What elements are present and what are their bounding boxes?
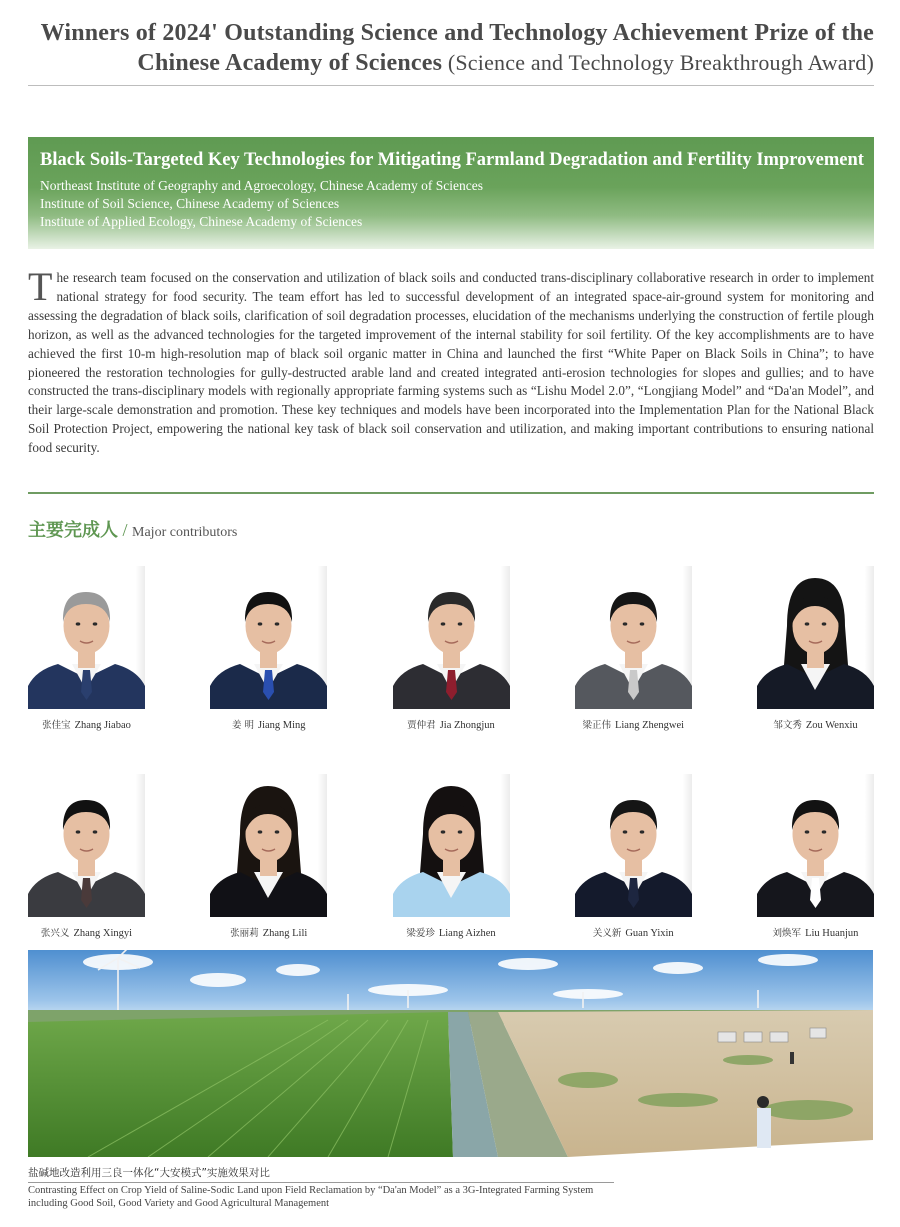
contributors-row [28, 566, 874, 731]
project-banner [28, 137, 874, 249]
heading-separator: / [118, 520, 133, 540]
name-en: Guan Yixin [625, 928, 674, 939]
name-zh: 张丽莉 [230, 928, 259, 939]
portrait-illustration [393, 774, 510, 917]
contributor-card [210, 566, 327, 731]
institution-item: Northeast Institute of Geography and Agroecology, Chinese Academy of Sciences [40, 178, 484, 193]
portrait-illustration [210, 774, 327, 917]
contributor-card [575, 566, 692, 731]
caption-divider [28, 1182, 614, 1183]
portrait-illustration [28, 774, 145, 917]
name-en: Liang Aizhen [438, 928, 496, 939]
name-zh: 贾仲君 [407, 720, 436, 731]
portrait-photo [575, 774, 692, 917]
name-en: Zhang Xingyi [73, 928, 133, 939]
contributors-heading [28, 516, 237, 542]
name-zh: 关义新 [592, 928, 622, 939]
contributor-name [575, 717, 692, 731]
contributor-name [393, 717, 510, 731]
contributor-card [28, 774, 145, 939]
institution-list [40, 177, 862, 231]
contributor-card [393, 566, 510, 731]
portrait-photo [393, 774, 510, 917]
portrait-photo [757, 774, 874, 917]
contributor-name [28, 925, 145, 939]
figure-caption-zh: 盐碱地改造利用三良一体化“大安模式”实施效果对比 [28, 1167, 270, 1179]
abstract-text: he research team focused on the conservation and utilization of black soils and conducted trans-disciplinary collaborative research in order to implement national strategy for food security. The team effort has led to successful development of an integrated space-air-ground system for monitoring and assessing the degradation of black soils, clarification of soil degradation processes, elucidation of the mechanisms underlying the construction of fertile plough horizon, as well as the advanced technologies for the targeted improvement of the internal stability for soil fertility. Of the key accomplishments are to have achieved the first 10-m high-resolution map of black soil organic matter in China and launched the first “White Paper on Black Soils in China”; to have pioneered the restoration technologies for gully-destructed arable land and created integrated anti-erosion technologies for slopes and gullies; and to have constructed the trans-disciplinary models with regionally appropriate farming systems such as “Lishu Model 2.0”, “Longjiang Model” and “Da'an Model”, and their large-scale demonstration and promotion. These key techniques and models have been incorporated into the Implementation Plan for the National Black Soil Protection Project, empowering the national key task of black soil conservation and utilization, and making important contributions to ensuring national food security. [28, 270, 874, 456]
contributor-card [393, 774, 510, 939]
name-zh: 姜 明 [231, 720, 254, 731]
contributor-name [757, 925, 874, 939]
header-award-type: (Science and Technology Breakthrough Award) [442, 50, 874, 75]
contributors-grid [28, 566, 874, 939]
portrait-illustration [575, 774, 692, 917]
institution-item: Institute of Applied Ecology, Chinese Academy of Sciences [40, 214, 363, 229]
contributor-name [210, 925, 327, 939]
contributor-name [28, 717, 145, 731]
contributor-card [575, 774, 692, 939]
contributor-card [757, 774, 874, 939]
portrait-illustration [757, 566, 874, 709]
section-divider [28, 492, 874, 494]
name-zh: 邹文秀 [773, 720, 802, 731]
name-en: Zhang Jiabao [74, 720, 131, 731]
portrait-photo [393, 566, 510, 709]
page-header [28, 18, 874, 78]
portrait-photo [757, 566, 874, 709]
contributor-name [575, 925, 692, 939]
name-zh: 张佳宝 [42, 720, 71, 731]
portrait-illustration [28, 566, 145, 709]
header-academy: Chinese Academy of Sciences [137, 50, 443, 76]
portrait-photo [575, 566, 692, 709]
name-en: Liu Huanjun [805, 928, 859, 939]
contributor-card [757, 566, 874, 731]
contributor-name [757, 717, 874, 731]
contributor-name [393, 925, 510, 939]
field-comparison-photo [28, 950, 873, 1157]
project-title: Black Soils-Targeted Key Technologies for Mitigating Farmland Degradation and Fertility Improvement [40, 150, 864, 170]
header-title-line2 [28, 48, 874, 78]
contributors-heading-zh: 主要完成人 [28, 520, 118, 541]
portrait-photo [28, 774, 145, 917]
name-zh: 刘焕军 [772, 928, 802, 939]
name-en: Jiang Ming [257, 720, 306, 731]
portrait-illustration [393, 566, 510, 709]
name-zh: 梁正伟 [582, 720, 611, 731]
project-abstract [28, 264, 874, 458]
name-zh: 张兴义 [40, 928, 70, 939]
portrait-illustration [575, 566, 692, 709]
contributor-card [210, 774, 327, 939]
name-en: Jia Zhongjun [439, 720, 495, 731]
portrait-illustration [210, 566, 327, 709]
green-crop-field [28, 1012, 453, 1157]
landscape-illustration [28, 950, 873, 1157]
name-zh: 梁爱珍 [406, 928, 435, 939]
header-divider [28, 85, 874, 86]
portrait-photo [210, 774, 327, 917]
name-en: Zhang Lili [262, 928, 308, 939]
institution-item: Institute of Soil Science, Chinese Academy of Sciences [40, 196, 340, 211]
name-en: Zou Wenxiu [805, 720, 858, 731]
header-title-line1: Winners of 2024' Outstanding Science and Technology Achievement Prize of the [40, 20, 874, 46]
portrait-photo [210, 566, 327, 709]
contributor-card [28, 566, 145, 731]
portrait-illustration [757, 774, 874, 917]
contributors-row [28, 774, 874, 939]
contributor-name [210, 717, 327, 731]
drop-cap: T [28, 264, 53, 309]
figure-caption-en: Contrasting Effect on Crop Yield of Saline-Sodic Land upon Field Reclamation by “Da'an Model” as a 3G-Integrated Farming System including Good Soil, Good Variety and Good Agricultural Management [28, 1185, 594, 1209]
name-en: Liang Zhengwei [614, 720, 685, 731]
contributors-heading-en: Major contributors [132, 525, 238, 540]
portrait-photo [28, 566, 145, 709]
